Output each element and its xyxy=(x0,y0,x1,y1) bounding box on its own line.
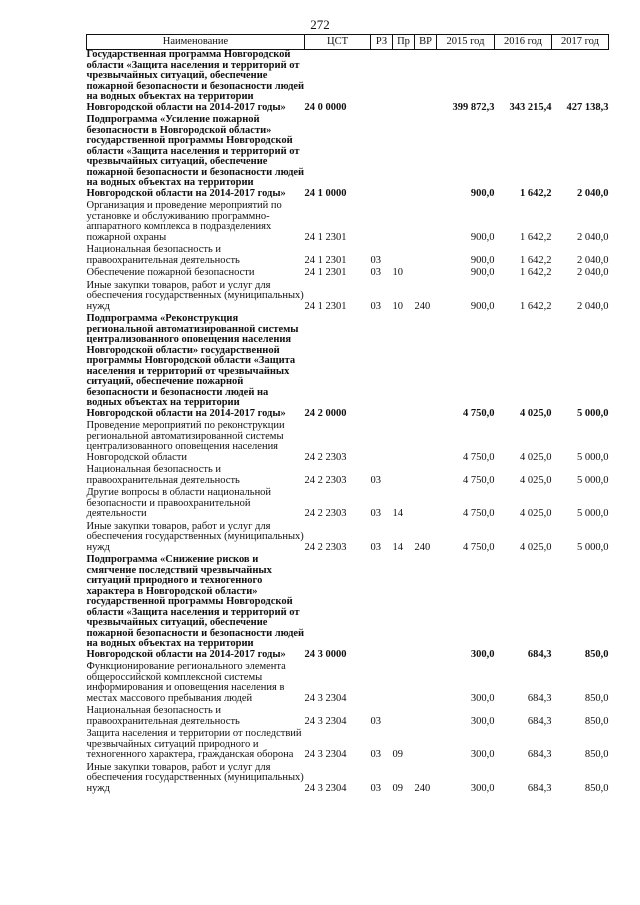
cell-rz xyxy=(371,115,393,201)
cell-y2016: 1 642,2 xyxy=(520,231,552,243)
table-row xyxy=(87,245,609,268)
cell-name: Иные закупки товаров, работ и услуг для обеспечения государственных (муниципальных) нужд xyxy=(86,761,304,794)
cell-y2015: 900,0 xyxy=(470,231,495,243)
cell-y2017: 850,0 xyxy=(584,749,609,760)
header-2017: 2017 год xyxy=(552,35,609,50)
cell-cst: 24 3 2304 xyxy=(304,749,347,760)
cell-y2015: 300,0 xyxy=(470,782,495,794)
header-2015: 2015 год xyxy=(437,35,495,50)
cell-y2015: 4 750,0 xyxy=(463,451,495,463)
cell-y2017: 850,0 xyxy=(584,782,609,794)
cell-y2016: 684,3 xyxy=(527,715,552,727)
cell-pr xyxy=(393,115,415,201)
cell-y2015: 4 750,0 xyxy=(463,407,495,419)
cell-y2015: 900,0 xyxy=(470,267,495,278)
cell-name: Подпрограмма «Реконструкция региональной автоматизированной системы централизованного оповещения населения Новгородской области» государственной программы Новгородской области «Защита населения и территорий от чрезвычайных ситуаций, обеспечение пожарной безопасности и безопасности людей на водных объектах на территории Новгородской области на 2014-2017 годы» xyxy=(86,313,299,419)
cell-name: Организация и проведение мероприятий по установке и обслуживанию программно-аппаратного комплекса в подразделениях пожарной охраны xyxy=(86,200,282,243)
cell-rz: 03 xyxy=(370,782,381,794)
cell-vr: 240 xyxy=(414,782,431,794)
cell-vr xyxy=(415,465,437,488)
cell-vr xyxy=(415,662,437,706)
cell-y2015: 900,0 xyxy=(470,187,495,199)
header-vr: ВР xyxy=(415,35,437,50)
cell-y2017: 850,0 xyxy=(584,715,609,727)
cell-name: Подпрограмма «Снижение рисков и смягчение последствий чрезвычайных ситуаций природного и техногенного характера в Новгородской области» государственной программы Новгородской области «Защита населения и территорий от чрезвычайных ситуаций, обеспечение пожарной безопасности и безопасности людей на водных объектах на территории Новгородской области на 2014-2017 годы» xyxy=(86,554,305,660)
cell-name: Функционирование регионального элемента общероссийской комплексной системы информирования и оповещения населения в местах массового пребывания людей xyxy=(86,661,286,704)
cell-vr xyxy=(415,245,437,268)
cell-y2017: 850,0 xyxy=(584,692,609,704)
cell-rz xyxy=(371,421,393,465)
cell-cst: 24 2 0000 xyxy=(304,407,347,419)
page-number: 272 xyxy=(310,17,330,32)
cell-y2017: 2 040,0 xyxy=(577,300,609,312)
cell-y2016: 4 025,0 xyxy=(520,474,552,486)
header-cst: ЦСТ xyxy=(305,35,371,50)
cell-name: Национальная безопасность и правоохранительная деятельность xyxy=(86,464,240,486)
cell-y2017: 2 040,0 xyxy=(577,187,609,199)
cell-y2017: 850,0 xyxy=(584,648,609,660)
cell-rz: 03 xyxy=(370,254,381,266)
cell-y2017: 5 000,0 xyxy=(577,508,609,519)
cell-rz xyxy=(371,314,393,421)
cell-cst: 24 1 2301 xyxy=(304,300,347,312)
table-row xyxy=(87,465,609,488)
table-row xyxy=(87,706,609,729)
cell-y2017: 2 040,0 xyxy=(577,231,609,243)
cell-name: Подпрограмма «Усиление пожарной безопасности в Новгородской области» государственной программы Новгородской области «Защита населения и территорий от чрезвычайных ситуаций, обеспечение пожарной безопасности и безопасности людей на водных объектах на территории Новгородской области на 2014-2017 годы» xyxy=(86,114,305,199)
table-row xyxy=(87,268,609,281)
table-row xyxy=(87,729,609,763)
cell-y2015: 300,0 xyxy=(470,749,495,760)
cell-cst: 24 1 0000 xyxy=(304,187,347,199)
cell-y2016: 684,3 xyxy=(527,692,552,704)
cell-y2017: 5 000,0 xyxy=(577,474,609,486)
table-row xyxy=(87,488,609,522)
cell-rz: 03 xyxy=(370,508,381,519)
cell-rz: 03 xyxy=(370,541,381,553)
cell-vr: 240 xyxy=(414,541,431,553)
cell-vr xyxy=(415,50,437,116)
cell-cst: 24 1 2301 xyxy=(304,231,347,243)
cell-vr xyxy=(415,115,437,201)
cell-cst: 24 2 2303 xyxy=(304,508,347,519)
cell-name: Государственная программа Новгородской области «Защита населения и территорий от чрезвычайных ситуаций, обеспечение пожарной безопасности и безопасности людей на водных объектах на территории Новгородской области на 2014-2017 годы» xyxy=(86,49,305,113)
cell-y2015: 300,0 xyxy=(470,715,495,727)
cell-pr: 09 xyxy=(392,782,403,794)
cell-y2017: 5 000,0 xyxy=(577,407,609,419)
cell-name: Защита населения и территории от последствий чрезвычайных ситуаций природного и техногенного характера, гражданская оборона xyxy=(86,728,302,760)
table-row-program xyxy=(87,555,609,662)
table-row-program xyxy=(87,115,609,201)
cell-vr xyxy=(415,314,437,421)
cell-pr xyxy=(393,201,415,245)
cell-vr xyxy=(415,201,437,245)
cell-y2017: 2 040,0 xyxy=(577,267,609,278)
table-row xyxy=(87,662,609,706)
cell-y2015: 900,0 xyxy=(470,254,495,266)
cell-rz: 03 xyxy=(370,267,381,278)
cell-pr xyxy=(393,662,415,706)
table-row xyxy=(87,522,609,556)
cell-y2016: 4 025,0 xyxy=(520,541,552,553)
table-row xyxy=(87,201,609,245)
cell-vr xyxy=(415,729,437,763)
cell-rz: 03 xyxy=(370,300,381,312)
table-row xyxy=(87,281,609,315)
cell-y2015: 900,0 xyxy=(470,300,495,312)
cell-name: Национальная безопасность и правоохранительная деятельность xyxy=(86,244,240,266)
cell-y2016: 4 025,0 xyxy=(520,407,552,419)
cell-y2017: 427 138,3 xyxy=(566,101,609,113)
cell-rz: 03 xyxy=(370,715,381,727)
cell-cst: 24 2 2303 xyxy=(304,451,347,463)
cell-cst: 24 2 2303 xyxy=(304,474,347,486)
cell-rz xyxy=(371,50,393,116)
cell-y2015: 4 750,0 xyxy=(463,474,495,486)
cell-y2016: 4 025,0 xyxy=(520,508,552,519)
cell-cst: 24 0 0000 xyxy=(304,101,347,113)
cell-cst: 24 1 2301 xyxy=(304,267,347,278)
table-row-program xyxy=(87,50,609,116)
header-rz: РЗ xyxy=(371,35,393,50)
table-row xyxy=(87,763,609,797)
cell-y2015: 399 872,3 xyxy=(452,101,495,113)
cell-cst: 24 2 2303 xyxy=(304,541,347,553)
header-name: Наименование xyxy=(87,35,305,50)
cell-cst: 24 3 2304 xyxy=(304,692,347,704)
cell-y2016: 684,3 xyxy=(527,782,552,794)
cell-name: Иные закупки товаров, работ и услуг для обеспечения государственных (муниципальных) нужд xyxy=(86,279,304,312)
cell-name: Другие вопросы в области национальной безопасности и правоохранительной деятельности xyxy=(86,487,272,519)
cell-y2016: 1 642,2 xyxy=(520,187,552,199)
cell-pr: 10 xyxy=(392,267,403,278)
cell-pr xyxy=(393,421,415,465)
header-pr: Пр xyxy=(393,35,415,50)
cell-pr: 14 xyxy=(392,508,403,519)
header-2016: 2016 год xyxy=(495,35,552,50)
table-body xyxy=(87,50,609,797)
cell-y2016: 1 642,2 xyxy=(520,254,552,266)
cell-pr: 10 xyxy=(392,300,403,312)
budget-table xyxy=(86,34,609,796)
cell-y2017: 2 040,0 xyxy=(577,254,609,266)
table-header-row xyxy=(87,35,609,50)
cell-name: Обеспечение пожарной безопасности xyxy=(86,267,255,278)
cell-y2016: 4 025,0 xyxy=(520,451,552,463)
cell-y2016: 684,3 xyxy=(527,648,552,660)
cell-vr xyxy=(415,268,437,281)
cell-y2016: 684,3 xyxy=(527,749,552,760)
cell-rz: 03 xyxy=(370,749,381,760)
cell-pr xyxy=(393,314,415,421)
cell-y2015: 4 750,0 xyxy=(463,541,495,553)
cell-y2017: 5 000,0 xyxy=(577,541,609,553)
cell-name: Проведение мероприятий по реконструкции региональной автоматизированной системы централизованного оповещения населения Новгородской области xyxy=(86,420,285,463)
table-row xyxy=(87,421,609,465)
cell-pr: 14 xyxy=(392,541,403,553)
cell-cst: 24 3 2304 xyxy=(304,782,347,794)
cell-pr xyxy=(393,706,415,729)
cell-name: Национальная безопасность и правоохранительная деятельность xyxy=(86,705,240,727)
cell-rz xyxy=(371,555,393,662)
cell-cst: 24 1 2301 xyxy=(304,254,347,266)
cell-vr xyxy=(415,488,437,522)
cell-y2016: 1 642,2 xyxy=(520,267,552,278)
cell-y2016: 1 642,2 xyxy=(520,300,552,312)
cell-y2016: 343 215,4 xyxy=(509,101,552,113)
cell-y2015: 300,0 xyxy=(470,648,495,660)
cell-pr: 09 xyxy=(392,749,403,760)
cell-vr xyxy=(415,706,437,729)
table-row-program xyxy=(87,314,609,421)
cell-cst: 24 3 2304 xyxy=(304,715,347,727)
cell-pr xyxy=(393,465,415,488)
cell-rz xyxy=(371,201,393,245)
cell-rz: 03 xyxy=(370,474,381,486)
cell-vr xyxy=(415,421,437,465)
cell-y2015: 300,0 xyxy=(470,692,495,704)
cell-pr xyxy=(393,245,415,268)
cell-name: Иные закупки товаров, работ и услуг для обеспечения государственных (муниципальных) нужд xyxy=(86,520,304,553)
cell-pr xyxy=(393,50,415,116)
cell-vr xyxy=(415,555,437,662)
cell-rz xyxy=(371,662,393,706)
cell-y2017: 5 000,0 xyxy=(577,451,609,463)
cell-y2015: 4 750,0 xyxy=(463,508,495,519)
cell-cst: 24 3 0000 xyxy=(304,648,347,660)
cell-pr xyxy=(393,555,415,662)
cell-vr: 240 xyxy=(414,300,431,312)
